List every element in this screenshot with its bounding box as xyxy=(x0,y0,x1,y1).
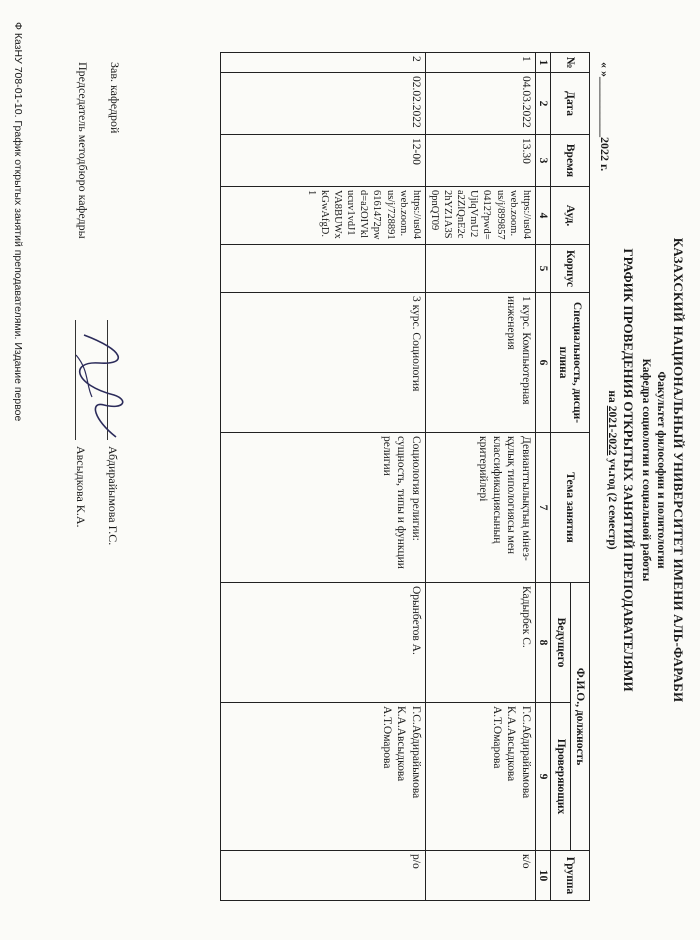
row-time: 12-00 xyxy=(220,135,425,187)
header-lead: Ведущего xyxy=(551,583,570,703)
reviewer-name: Г.С.Абдирайымова xyxy=(409,706,422,799)
row-topic: Социология религии: сущность, типы и функции религии xyxy=(220,433,425,583)
university-name: КАЗАХСКИЙ НАЦИОНАЛЬНЫЙ УНИВЕРСИТЕТ ИМЕНИ АЛЬ-ФАРАБИ xyxy=(671,237,686,703)
schedule-table xyxy=(220,52,590,901)
row-building xyxy=(220,245,425,293)
header-topic: Тема занятия xyxy=(551,433,590,583)
column-number: 1 xyxy=(535,53,550,73)
document-title: ГРАФИК ПРОВЕДЕНИЯ ОТКРЫТЫХ ЗАНЯТИЙ ПРЕПОДАВАТЕЛЯМИ xyxy=(621,248,636,692)
column-number: 9 xyxy=(535,703,550,851)
reviewer-name: Г.С.Абдирайымова xyxy=(519,706,532,799)
row-lead: Кадырбек С. xyxy=(425,583,535,703)
methodbureau-chair-label: Председатель методбюро кафедры xyxy=(76,62,90,239)
column-number-row xyxy=(535,53,550,901)
year-prefix: на xyxy=(606,390,618,406)
column-number: 7 xyxy=(535,433,550,583)
header-specialty: Специальность, дисци-плина xyxy=(551,293,590,433)
department-name: Кафедра социологии и социальной работы xyxy=(640,358,652,582)
row-time: 13.30 xyxy=(425,135,535,187)
header-date: Дата xyxy=(551,73,590,135)
table-row xyxy=(220,53,425,901)
column-number: 6 xyxy=(535,293,550,433)
methodbureau-chair-name: Авсыдкова К.А. xyxy=(74,446,88,528)
year-suffix: уч.год (2 семестр) xyxy=(606,455,618,550)
header-building: Корпус xyxy=(551,245,590,293)
row-date: 02.02.2022 xyxy=(220,73,425,135)
column-number: 4 xyxy=(535,187,550,245)
row-specialty: 1 курс. Компьютерная инженерия xyxy=(425,293,535,433)
row-lead: Орынбетов А. xyxy=(220,583,425,703)
header-reviewers: Проверяющих xyxy=(551,703,570,851)
row-reviewers xyxy=(220,703,425,851)
handwritten-signature xyxy=(64,325,144,445)
row-aud-link[interactable]: https://us04web.zoom.us/j/7288916161472pwd=a2OIVklucuv1vdJ1VA8BUWxkGwAfgD.1 xyxy=(220,187,425,245)
row-date: 04.03.2022 xyxy=(425,73,535,135)
row-topic: Девианттылықтың мінез-құлық типологиясы мен классификациясының критерийлері xyxy=(425,433,535,583)
reviewer-name: К.А.Авсыдкова xyxy=(395,706,408,782)
row-reviewers xyxy=(425,703,535,851)
row-no: 1 xyxy=(425,53,535,73)
column-number: 8 xyxy=(535,583,550,703)
faculty-name: Факультет философии и политологии xyxy=(655,371,667,569)
column-number: 2 xyxy=(535,73,550,135)
column-number: 3 xyxy=(535,135,550,187)
row-group: р/о xyxy=(220,851,425,901)
header-aud: Ауд. xyxy=(551,187,590,245)
header-no: № xyxy=(551,53,590,73)
reviewer-name: А.Т.Омарова xyxy=(491,706,504,769)
header-time: Время xyxy=(551,135,590,187)
row-group: к/о xyxy=(425,851,535,901)
form-code: Ф КазНУ 708-01-10. График открытых занятий преподавателями. Издание первое xyxy=(12,22,24,422)
head-of-department-name: Абдирайымова Г.С. xyxy=(106,446,120,546)
column-number: 5 xyxy=(535,245,550,293)
row-specialty: 3 курс. Социология xyxy=(220,293,425,433)
header-group: Группа xyxy=(551,851,590,901)
table-row xyxy=(425,53,535,901)
head-of-department-label: Зав. кафедрой xyxy=(108,62,122,134)
row-building xyxy=(425,245,535,293)
date-stamp: « »__________2022 г. xyxy=(598,62,612,172)
column-number: 10 xyxy=(535,851,550,901)
row-no: 2 xyxy=(220,53,425,73)
year-value: 2021-2022 xyxy=(606,405,618,456)
reviewer-name: А.Т.Омарова xyxy=(381,706,394,769)
row-aud-link[interactable]: https://us04web.zoom.us/j/8998570412?pwd=UjlqVmU2a2ZlQnE2c2hYZ1A3S0pnQT09 xyxy=(425,187,535,245)
reviewer-name: К.А.Авсыдкова xyxy=(505,706,518,782)
table-header-row xyxy=(570,53,589,901)
header-fio: Ф.И.О., должность xyxy=(570,583,589,851)
